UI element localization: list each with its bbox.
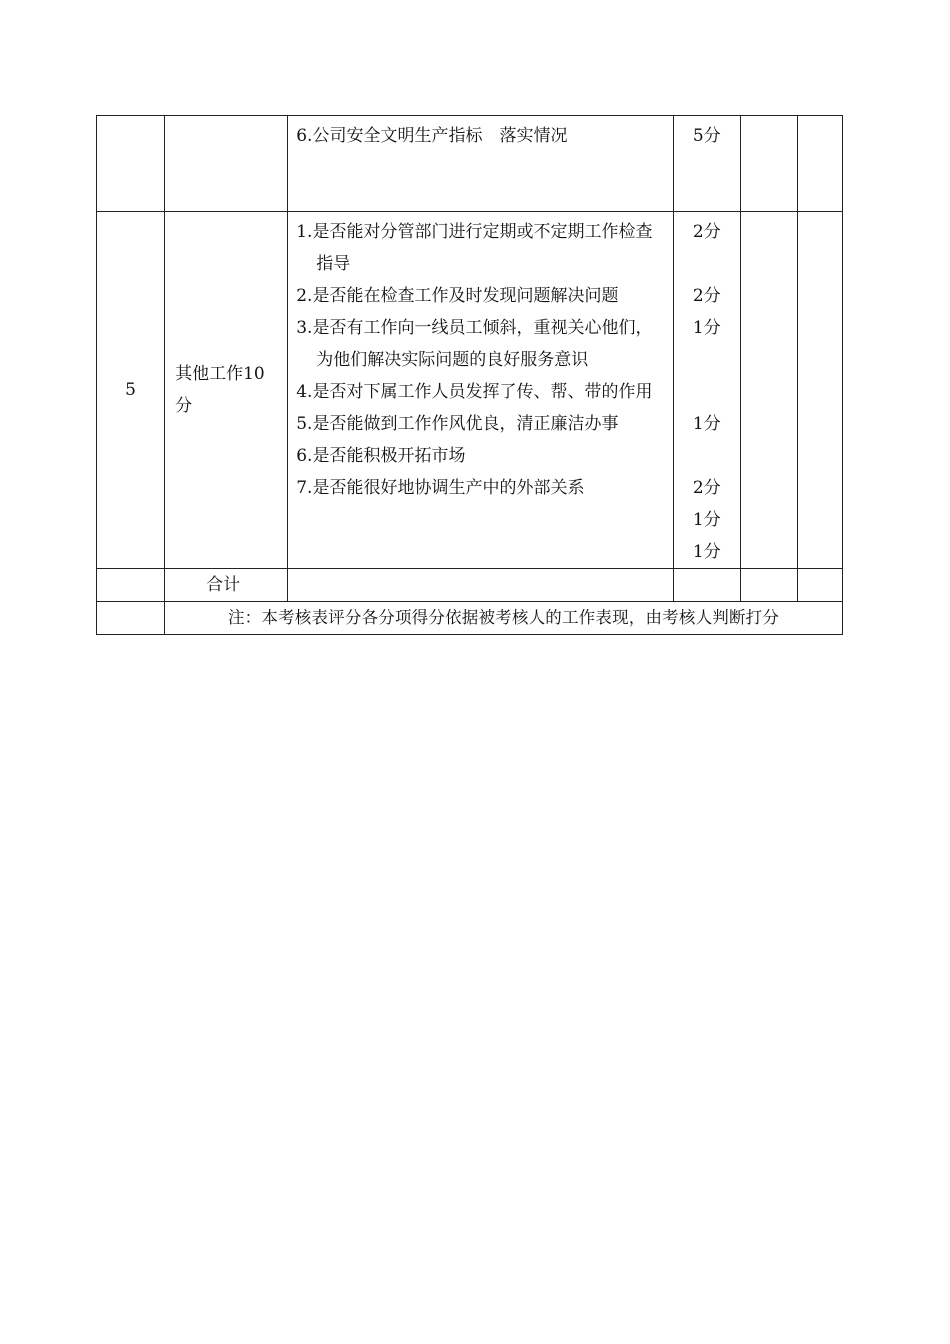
remark-cell [797, 116, 842, 212]
score-cell [740, 212, 797, 569]
criteria-item: 5.是否能做到工作作风优良，清正廉洁办事 [296, 414, 619, 434]
remark-cell [797, 212, 842, 569]
row-number-cell [97, 569, 165, 602]
points-cell [673, 212, 740, 569]
total-remark-cell [797, 569, 842, 602]
total-score-cell [740, 569, 797, 602]
points-value: 2分 [692, 286, 721, 306]
total-items-cell [288, 569, 674, 602]
points-value: 1分 [692, 318, 721, 338]
total-points-cell [673, 569, 740, 602]
items-cell [288, 116, 674, 212]
criteria-item: 3.是否有工作向一线员工倾斜，重视关心他们，为他们解决实际问题的良好服务意识 [296, 318, 653, 370]
points-value: 2分 [692, 222, 721, 242]
row-number-cell [97, 602, 165, 635]
criteria-item: 4.是否对下属工作人员发挥了传、帮、带的作用 [296, 382, 653, 402]
category-cell: 其他工作10分 [165, 212, 288, 569]
points-value: 1分 [692, 542, 721, 562]
criteria-item: 2.是否能在检查工作及时发现问题解决问题 [296, 286, 619, 306]
table-row [97, 212, 843, 569]
total-label: 合计 [165, 569, 288, 602]
points-value: 2分 [692, 478, 721, 498]
table-row [97, 116, 843, 212]
assessment-table [96, 115, 843, 635]
points-cell [673, 116, 740, 212]
criteria-item: 6.公司安全文明生产指标 落实情况 [296, 126, 568, 146]
points-value: 1分 [692, 510, 721, 530]
points-value: 5分 [692, 126, 721, 146]
points-value: 1分 [692, 414, 721, 434]
note-row [97, 602, 843, 635]
score-cell [740, 116, 797, 212]
criteria-item: 1.是否能对分管部门进行定期或不定期工作检查指导 [296, 222, 653, 274]
total-row [97, 569, 843, 602]
items-cell [288, 212, 674, 569]
row-number-cell: 5 [97, 212, 165, 569]
criteria-item: 7.是否能很好地协调生产中的外部关系 [296, 478, 585, 498]
row-number-cell [97, 116, 165, 212]
category-cell [165, 116, 288, 212]
criteria-item: 6.是否能积极开拓市场 [296, 446, 466, 466]
note-text: 注：本考核表评分各分项得分依据被考核人的工作表现，由考核人判断打分 [165, 602, 843, 635]
